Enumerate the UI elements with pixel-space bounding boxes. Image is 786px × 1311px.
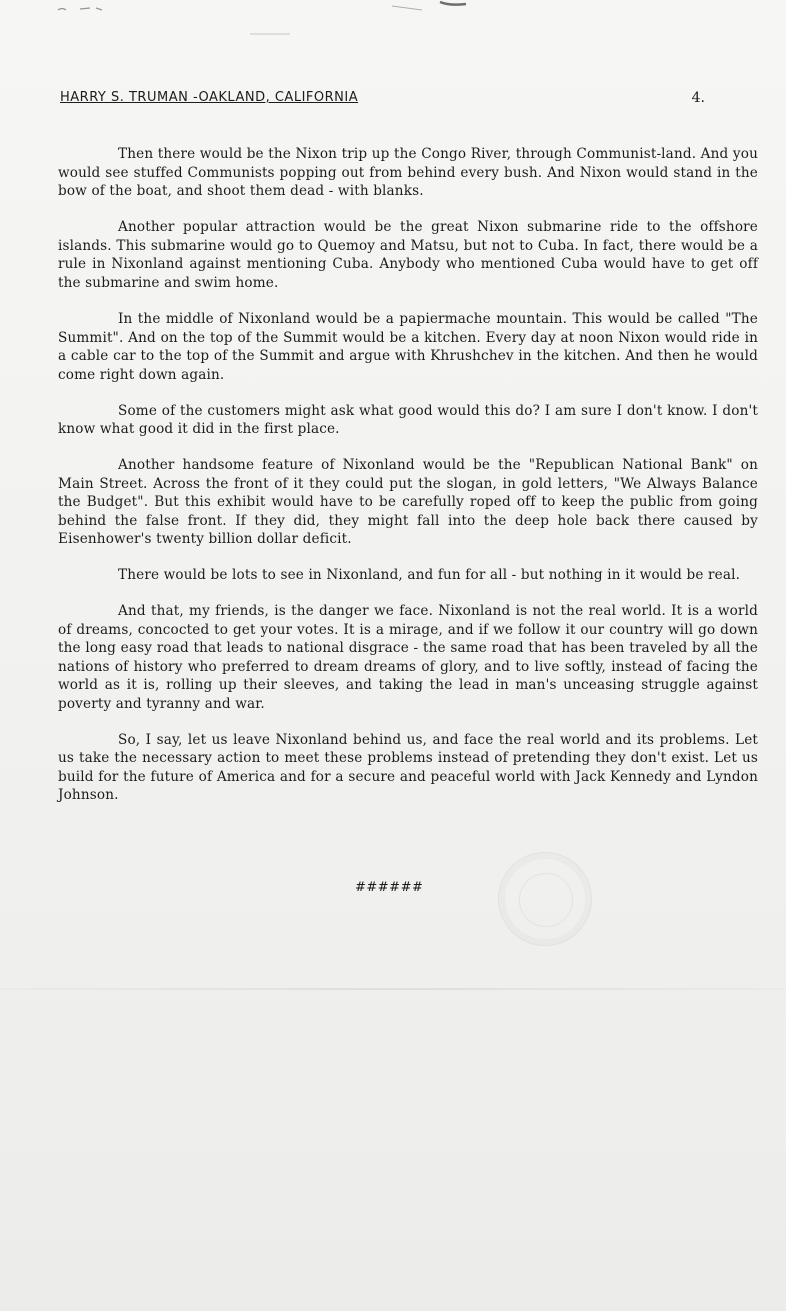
archive-stamp [498, 852, 592, 946]
speech-body [58, 145, 758, 822]
paragraph: Then there would be the Nixon trip up the Congo River, through Communist-land. And you would see stuffed Communists popping out from behind every bush. And Nixon would stand in the bow of the boat, and shoot them dead - with blanks. [58, 146, 758, 199]
page-header [60, 90, 705, 110]
paragraph: There would be lots to see in Nixonland, and fun for all - but nothing in it would be real. [118, 567, 741, 583]
archive-stamp-inner [519, 873, 573, 927]
paragraph: Another popular attraction would be the great Nixon submarine ride to the offshore islands. This submarine would go to Quemoy and Matsu, but not to Cuba. In fact, there would be a rule in Nixonland against mentioning Cuba. Anybody who mentioned Cuba would have to get off the submarine and swim home. [58, 219, 758, 291]
page-number: 4. [691, 90, 705, 106]
paragraph: Another handsome feature of Nixonland would be the "Republican National Bank" on Main Street. Across the front of it they could put the slogan, in gold letters, "We Always Balance the Budget". But this exhibit would have to be carefully roped off to keep the public from going behind the false front. If they did, they might fall into the deep hole back there caused by Eisenhower's twenty billion dollar deficit. [58, 457, 758, 547]
paragraph: So, I say, let us leave Nixonland behind us, and face the real world and its problems. Let us take the necessary action to meet these problems instead of pretending they don't exist. Let us build for the future of America and for a secure and peaceful world with Jack Kennedy and Lyndon Johnson. [58, 731, 758, 803]
paper-fold [0, 988, 786, 990]
paragraph: And that, my friends, is the danger we face. Nixonland is not the real world. It is a world of dreams, concocted to get your votes. It is a mirage, and if we follow it our country will go down the long easy road that leads to national disgrace - the same road that has been traveled by all the nations of history who preferred to dream dreams of glory, and to live softly, instead of facing the world as it is, rolling up their sleeves, and taking the lead in man's unceasing struggle against poverty and tyranny and war. [58, 603, 758, 712]
header-title: HARRY S. TRUMAN -OAKLAND, CALIFORNIA [60, 90, 359, 105]
closing-mark: ###### [355, 880, 424, 895]
paragraph: Some of the customers might ask what good would this do? I am sure I don't know. I don't know what good it did in the first place. [58, 402, 758, 437]
paragraph: In the middle of Nixonland would be a papiermache mountain. This would be called "The Summit". And on the top of the Summit would be a kitchen. Every day at noon Nixon would ride in a cable car to the top of the Summit and argue with Khrushchev in the kitchen. And then he would come right down again. [58, 311, 758, 383]
paper-marks [0, 0, 786, 40]
